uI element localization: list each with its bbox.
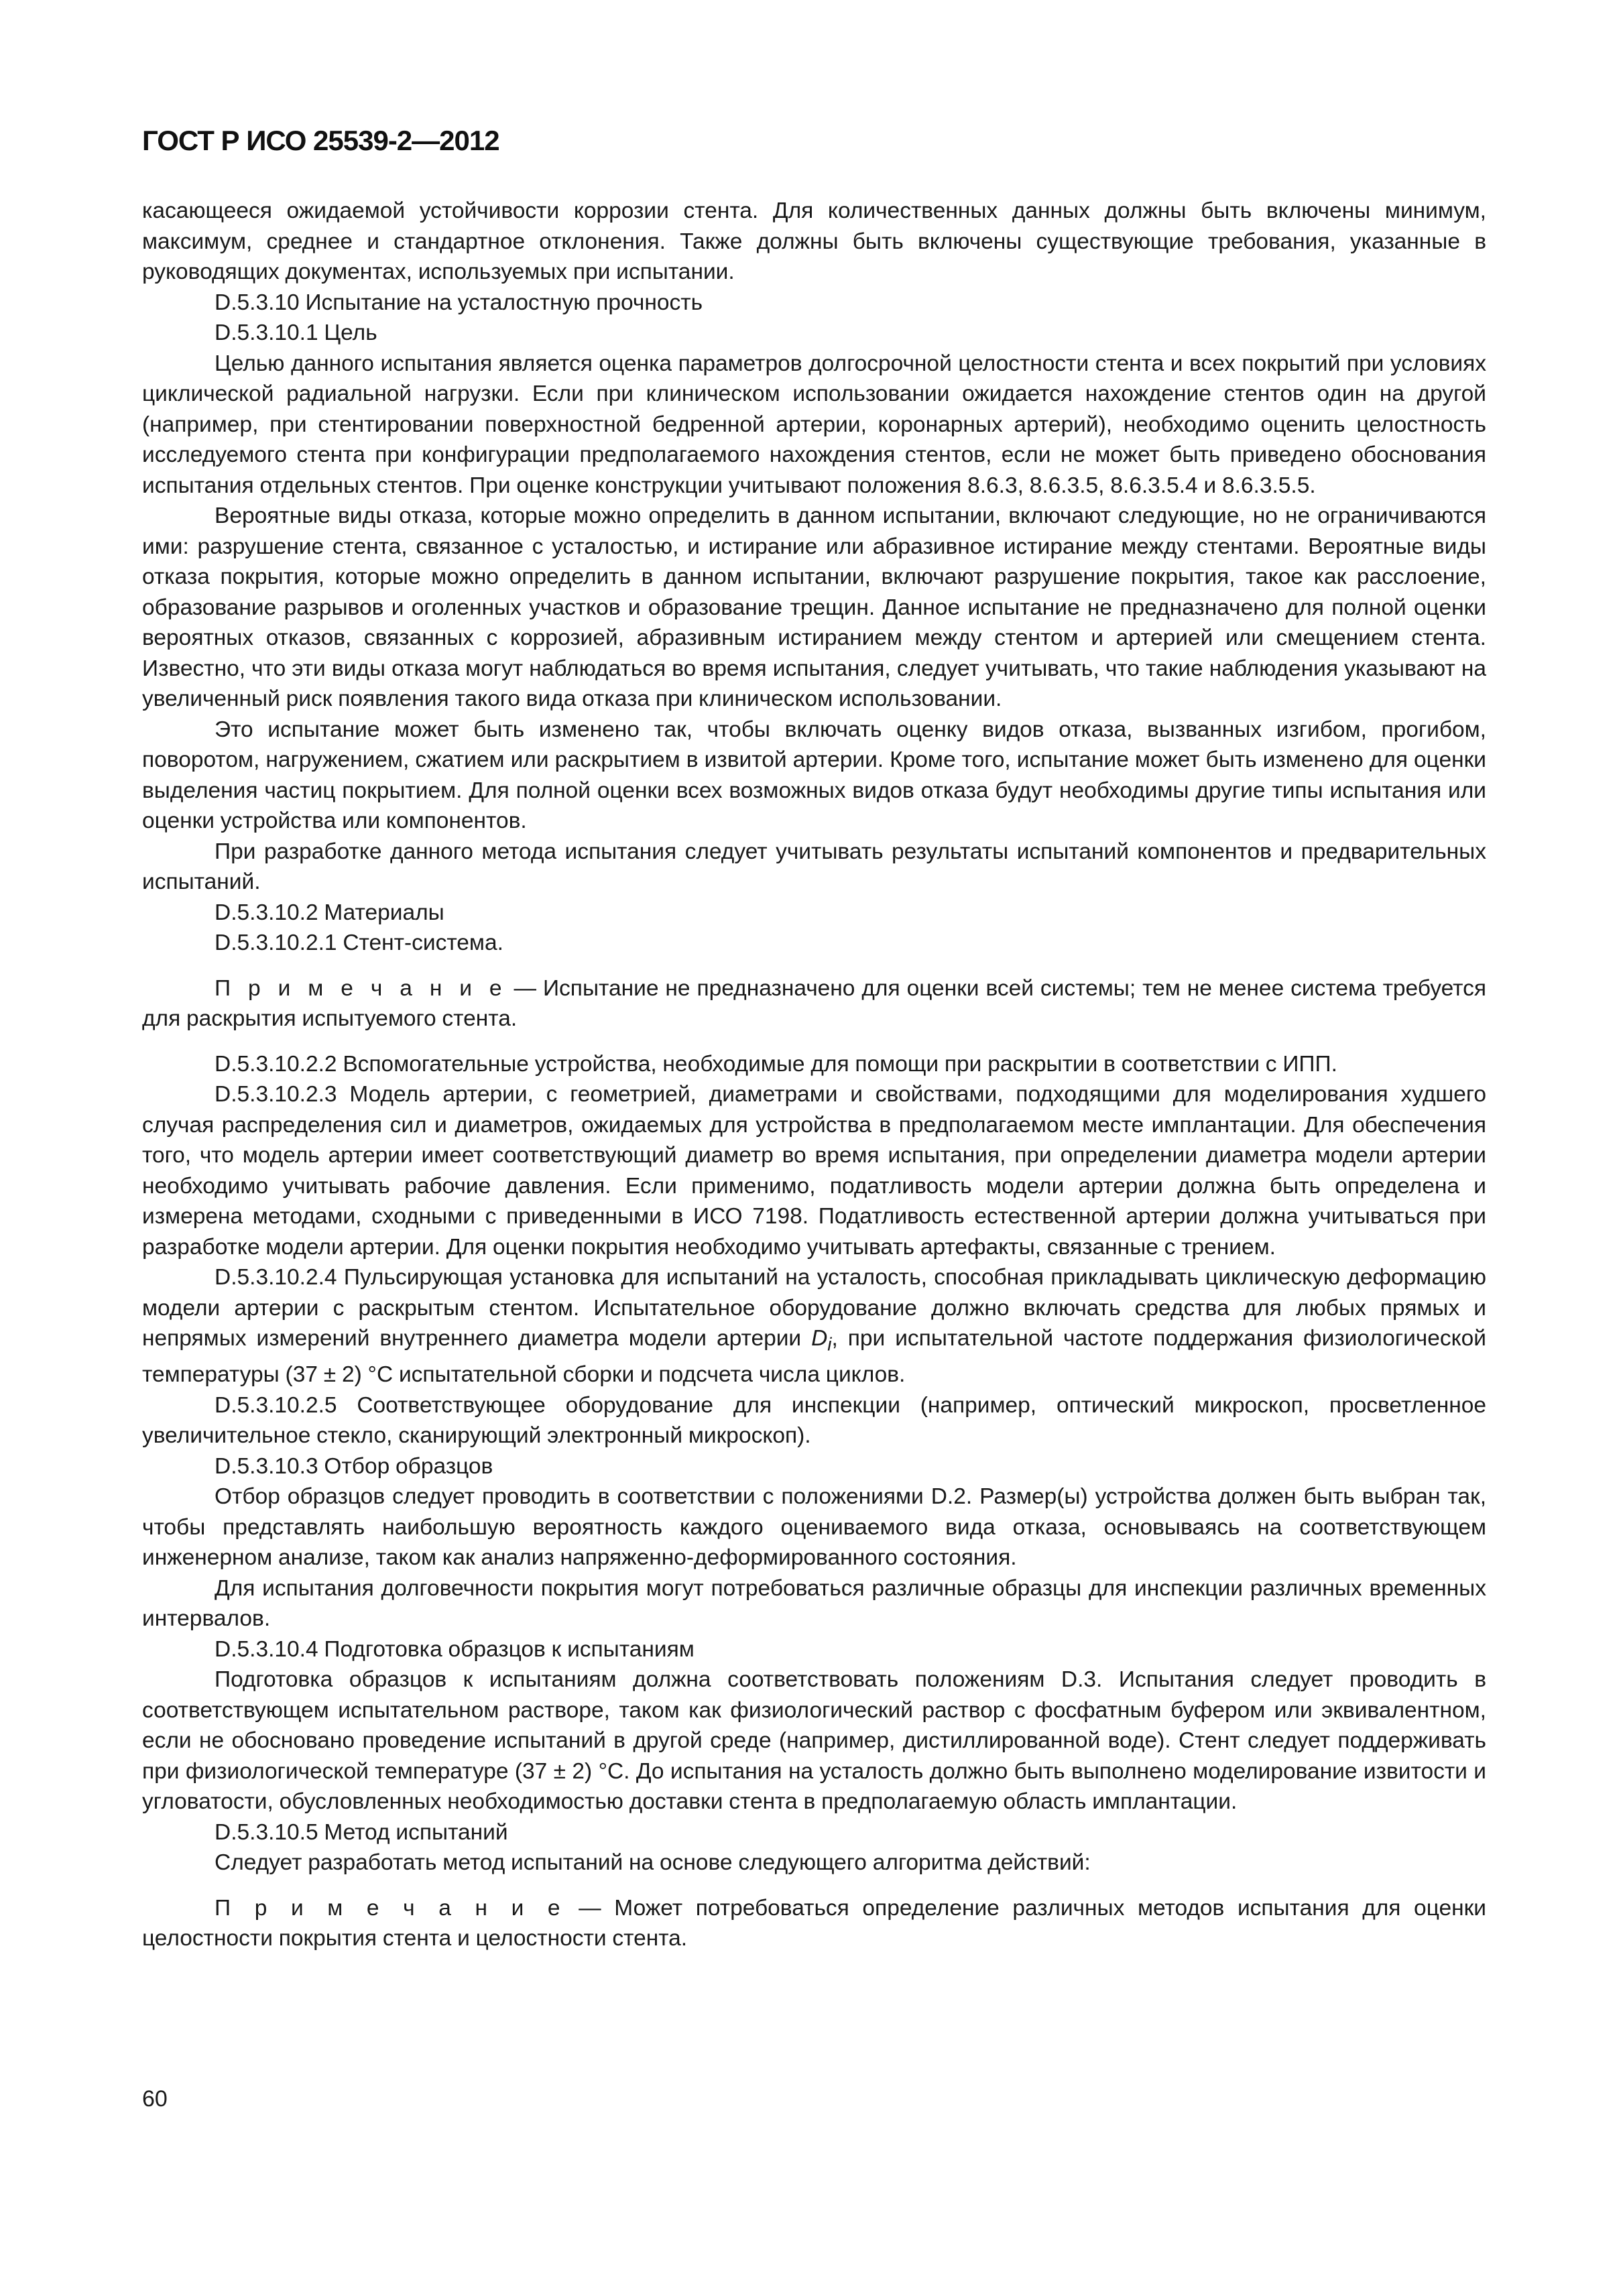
subsection-heading-materials: D.5.3.10.2 Материалы xyxy=(215,900,444,925)
paragraph-modification: Это испытание может быть изменено так, чтобы включать оценку видов отказа, вызванных изгибом, прогибом, поворотом, нагружением, сжатием или раскрытием в извитой артерии. Кроме того, испытание может быть изменено для оценки выделения частиц покрытием. Для полной оценки всех возможных видов отказа будут необходимы другие типы испытания или оценки устройства или компонентов. xyxy=(142,717,1486,833)
subsection-heading-preparation: D.5.3.10.4 Подготовка образцов к испытаниям xyxy=(215,1636,695,1662)
paragraph-text: , при испытательной частоте поддержания физиологической температуры (37 ± 2) °С испытательной сборки и подсчета числа циклов. xyxy=(142,1326,1486,1388)
paragraph-method: Следует разработать метод испытаний на основе следующего алгоритма действий: xyxy=(215,1850,1091,1876)
document-code-header: ГОСТ Р ИСО 25539-2—2012 xyxy=(142,125,499,156)
page-number: 60 xyxy=(142,2086,168,2112)
paragraph-artery-model: D.5.3.10.2.3 Модель артерии, с геометрией, диаметрами и свойствами, подходящими для моделирования худшего случая распределения сил и диаметров, ожидаемых для устройства в предполагаемом месте имплантации. Для обеспечения того, что модель артерии имеет соответствующий диаметр во время испытания, при определении диаметра модели артерии необходимо учитывать рабочие давления. Если применимо, податливость модели артерии должна быть определена и измерена методами, сходными с приведенными в ИСО 7198. Податливость естественной артерии должна учитываться при разработке модели артерии. Для оценки покрытия необходимо учитывать артефакты, связанные с трением. xyxy=(142,1082,1486,1260)
note-text: — Может потребоваться определение различных методов испытания для оценки целостности покрытия стента и целостности стента. xyxy=(142,1895,1486,1951)
paragraph-auxiliary-devices: D.5.3.10.2.2 Вспомогательные устройства, необходимые для помощи при раскрытии в соответствии с ИПП. xyxy=(215,1051,1337,1077)
paragraph-continuation: касающееся ожидаемой устойчивости коррозии стента. Для количественных данных должны быть включены минимум, максимум, среднее и стандартное отклонения. Также должны быть включены существующие требования, указанные в руководящих документах, используемых при испытании. xyxy=(142,198,1486,284)
document-body xyxy=(142,196,1486,1969)
paragraph-purpose: Целью данного испытания является оценка параметров долгосрочной целостности стента и всех покрытий при условиях циклической радиальной нагрузки. Если при клиническом использовании ожидается нахождение стентов один на другой (например, при стентировании поверхностной бедренной артерии, коронарных артерий), необходимо оценить целостность исследуемого стента при конфигурации предполагаемого нахождения стентов, если не может быть приведено обоснования испытания отдельных стентов. При оценке конструкции учитывают положения 8.6.3, 8.6.3.5, 8.6.3.5.4 и 8.6.3.5.5. xyxy=(142,351,1486,498)
paragraph-coating-durability: Для испытания долговечности покрытия могут потребоваться различные образцы для инспекции различных временных интервалов. xyxy=(142,1575,1486,1632)
note-label: П р и м е ч а н и е xyxy=(215,975,507,1001)
note-methods xyxy=(142,1893,1486,1954)
paragraph-stent-system: D.5.3.10.2.1 Стент-система. xyxy=(215,930,503,955)
paragraph-pulsatile-setup xyxy=(142,1262,1486,1390)
paragraph-preparation: Подготовка образцов к испытаниям должна соответствовать положениям D.3. Испытания следует проводить в соответствующем испытательном растворе, таком как физиологический раствор с фосфатным буфером или эквивалентном, если не обосновано проведение испытаний в другой среде (например, дистиллированной воде). Стент следует поддерживать при физиологической температуре (37 ± 2) °С. До испытания на усталость должно быть выполнено моделирование извитости и угловатости, обусловленных необходимостью доставки стента в предполагаемую область имплантации. xyxy=(142,1667,1486,1815)
paragraph-failure-modes: Вероятные виды отказа, которые можно определить в данном испытании, включают следующие, но не ограничиваются ими: разрушение стента, связанное с усталостью, и истирание или абразивное истирание между стентами. Вероятные виды отказа покрытия, которые можно определить в данном испытании, включают разрушение покрытия, такое как расслоение, образование разрывов и оголенных участков и образование трещин. Данное испытание не предназначено для полной оценки вероятных отказов, связанных с коррозией, абразивным истиранием между стентом и артерией или смещением стента. Известно, что эти виды отказа могут наблюдаться во время испытания, следует учитывать, что такие наблюдения указывают на увеличенный риск появления такого вида отказа при клиническом использовании. xyxy=(142,503,1486,711)
paragraph-development: При разработке данного метода испытания следует учитывать результаты испытаний компонентов и предварительных испытаний. xyxy=(142,839,1486,894)
subsection-heading-method: D.5.3.10.5 Метод испытаний xyxy=(215,1819,508,1845)
note-text: — Испытание не предназначено для оценки всей системы; тем не менее система требуется для раскрытия испытуемого стента. xyxy=(142,975,1486,1031)
diameter-symbol: D xyxy=(811,1326,828,1351)
paragraph-sampling: Отбор образцов следует проводить в соответствии с положениями D.2. Размер(ы) устройства должен быть выбран так, чтобы представлять наибольшую вероятность каждого оцениваемого вида отказа, основываясь на соответствующем инженерном анализе, таком как анализ напряженно-деформированного состояния. xyxy=(142,1484,1486,1571)
note-system xyxy=(142,973,1486,1034)
subsection-heading-sampling: D.5.3.10.3 Отбор образцов xyxy=(215,1453,493,1479)
diameter-subscript: i xyxy=(827,1333,832,1355)
note-label: П р и м е ч а н и е xyxy=(215,1895,566,1921)
paragraph-inspection-equipment: D.5.3.10.2.5 Соответствующее оборудование для инспекции (например, оптический микроскоп, просветленное увеличительное стекло, сканирующий электронный микроскоп). xyxy=(142,1392,1486,1449)
section-heading-fatigue: D.5.3.10 Испытание на усталостную прочность xyxy=(215,290,703,315)
paragraph-text: D.5.3.10.2.4 Пульсирующая установка для испытаний на усталость, способная прикладывать циклическую деформацию модели артерии с раскрытым стентом. Испытательное оборудование должно включать средства для любых прямых и непрямых измерений внутреннего диаметра модели артерии xyxy=(142,1265,1486,1351)
subsection-heading-purpose: D.5.3.10.1 Цель xyxy=(215,320,377,345)
